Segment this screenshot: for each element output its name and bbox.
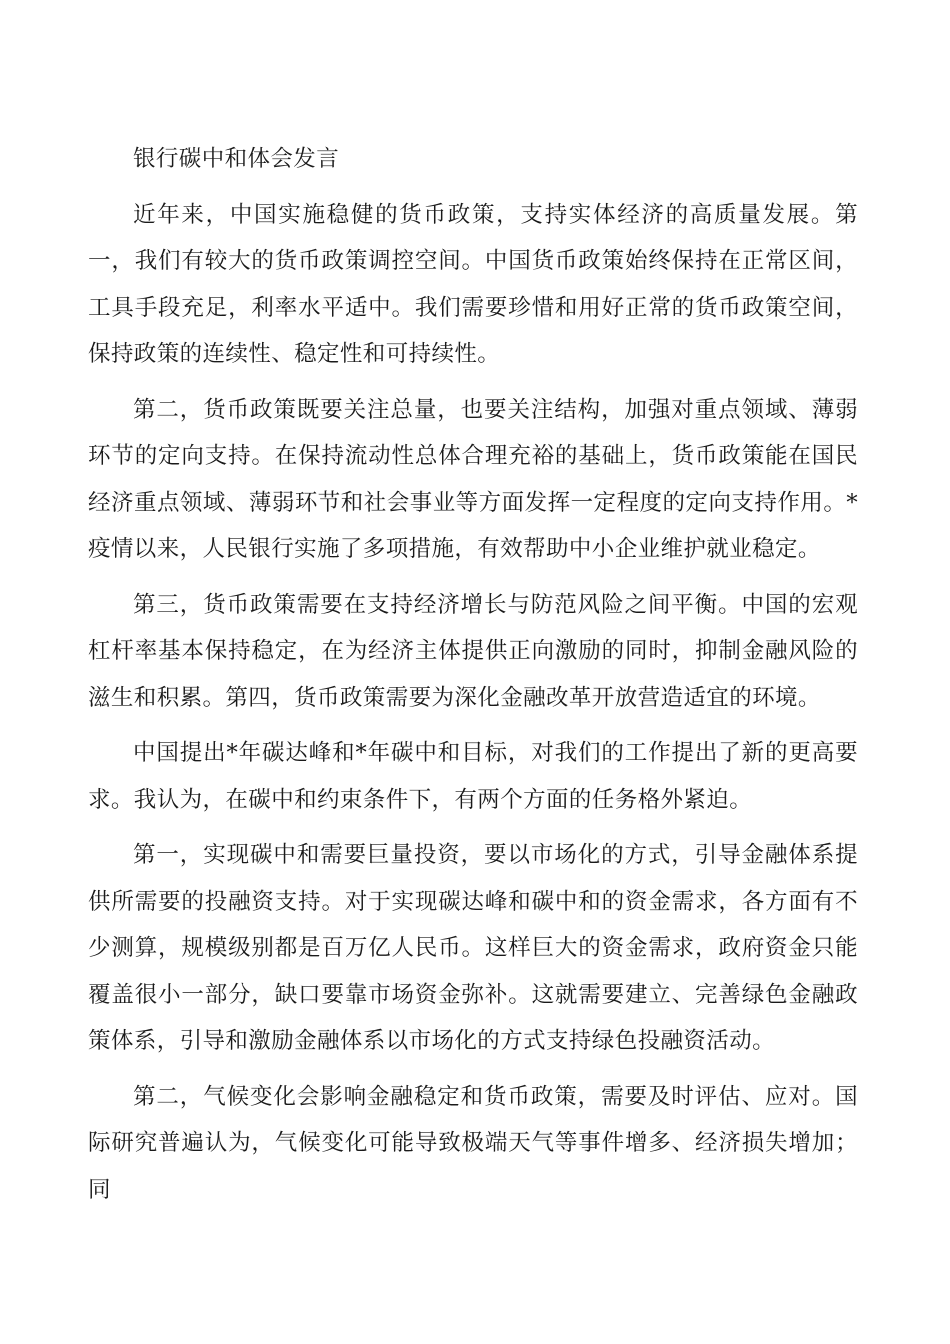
paragraph-3: 第三，货币政策需要在支持经济增长与防范风险之间平衡。中国的宏观杠杆率基本保持稳定，在为经济主体提供正向激励的同时，抑制金融风险的滋生和积累。第四，货币政策需要为深化金融改革开放营造适宜的环境。 [88,591,858,711]
paragraph-2: 第二，货币政策既要关注总量，也要关注结构，加强对重点领域、薄弱环节的定向支持。在保持流动性总体合理充裕的基础上，货币政策能在国民经济重点领域、薄弱环节和社会事业等方面发挥一定程度的定向支持作用。*疫情以来，人民银行实施了多项措施，有效帮助中小企业维护就业稳定。 [88,396,858,562]
paragraph-4: 中国提出*年碳达峰和*年碳中和目标，对我们的工作提出了新的更高要求。我认为，在碳中和约束条件下，有两个方面的任务格外紧迫。 [88,740,858,813]
document-title: 银行碳中和体会发言 [133,146,340,172]
paragraph-1: 近年来，中国实施稳健的货币政策，支持实体经济的高质量发展。第一，我们有较大的货币政策调控空间。中国货币政策始终保持在正常区间，工具手段充足，利率水平适中。我们需要珍惜和用好正常的货币政策空间，保持政策的连续性、稳定性和可持续性。 [88,201,858,367]
paragraph-6: 第二，气候变化会影响金融稳定和货币政策，需要及时评估、应对。国际研究普遍认为，气候变化可能导致极端天气等事件增多、经济损失增加；同 [88,1083,858,1203]
document-body [88,136,858,1222]
paragraph-5: 第一，实现碳中和需要巨量投资，要以市场化的方式，引导金融体系提供所需要的投融资支持。对于实现碳达峰和碳中和的资金需求，各方面有不少测算，规模级别都是百万亿人民币。这样巨大的资金需求，政府资金只能覆盖很小一部分，缺口要靠市场资金弥补。这就需要建立、完善绿色金融政策体系，引导和激励金融体系以市场化的方式支持绿色投融资活动。 [88,842,858,1054]
